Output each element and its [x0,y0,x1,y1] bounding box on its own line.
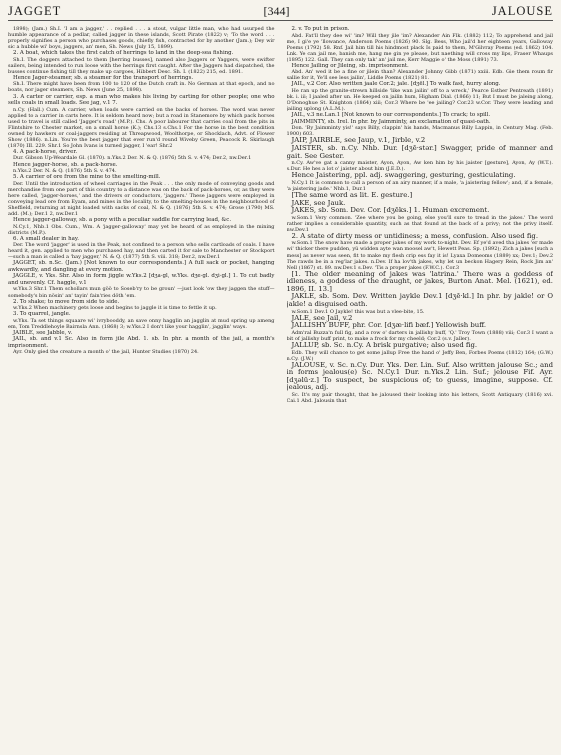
right-running-headword: JALOUSE [491,4,553,18]
page-number: [344] [263,4,290,18]
entry-paragraph: Hence Jager-steamer, sb. a steamer for the transport of herrings. [13,74,194,81]
entry-paragraph: JALOUSE, v. Sc. n.Cy. Dur. Yks. Der. Lin. Suf. Also written jalouse Sc.; and in forms jealous(e) Sc. N.Cy.1 Dur. n.Yks.2 Lin. Suf.; jelouse Fif. Ayr. [dʒəlū·z.] To suspect, be suspicious of; to guess, imagine, suppose. Cf. jealous, adj. [286,360,553,392]
entry-paragraph: JAGGLE, v. Yks. Shr. Also in form jiggle w.Yks.2 [dʒa·gl, w.Yks. dʒe·gl. dʒi·gl.] 1. To cut badly and unevenly. Cf. haggle, v.1 [8,273,275,286]
entry-paragraph: JAIP, JAIRBLE, see Jaup, v.1, Jirble, v.2 [291,136,426,145]
entry-paragraph: 3. To quarrel, jangle. [13,311,71,318]
citation-paragraph: Der. The word 'jagger' is used in the Peak, not confined to a person who sells cartloads of coals. I have heard it, gen. applied to men who purchased hay, and then carted it for sale to Manchester or Stockport—such a man is called a 'hay jagger,' N. & Q. (1877) 5th S. viii. 318; Der.2, nw.Der.1 [8,242,275,261]
entry-paragraph: JAKE, see Jauk. [291,198,346,207]
citation-paragraph: w.Yks. Ta set things squaare wi' ivrybooddy, an save onny hagglin an jagglin at mud spring up ameng em, Tom Treddlehoyle Bairnsla Ann. (1868) 3; w.Yks.2 I don't like your hagglin', jagglin' ways. [8,317,275,330]
entry-paragraph: Hence jagger-horse, sb. a pack-horse. [13,161,118,168]
citation-paragraph: Sh.I. There might have been from 100 to 120 of the Dutch craft in. No German at that epoch, and no boats, nor jager steamers, Sh. News (June 25, 1898). [8,81,275,94]
citation-paragraph: Adm'ral Buzza'n full fig, and a row o' darters in jallishy buff, 'Q.' Troy Town (1888) viii; Cor.3 I want a bit of jallishy buff print, to make a frock for my cheeld; Cor.2 (s.v. Jaller). [286,329,553,342]
citation-paragraph: n.Cy. Aw've gat a canny maister, Ayon, Ayon, Aw ken him by his jaister [gesture], Ayon, Ay (W.T.). s.Dur. He hes a lot o' jaister about him (J.E.D.). [286,160,553,173]
entry-paragraph: [The same word as lit. E. gesture.] [291,190,413,199]
entry-paragraph: 2. A boat, which takes the first catch of herrings to land in the deep-sea fishing. [13,50,234,57]
entry-paragraph: 3. A carter or carrier, esp. a man who makes his living by carting for other people; one who sells coals in small loads. See jag, v.1 7. [8,93,275,107]
citation-paragraph: 1898); (Jam.) Sh.I. 'I am a jagger,' . . replied . . . a stout, vulgar little man, who had usurped the humble appearance of a pedlar, called jagger in these islands, Scott Pirate (1822) v; 'To the word . . . properly signifies a person who purchases goods, chiefly fish, contracted for by another (Jam.); Dey wir sic a hubble wi' boys, jaggers, an' men, Sh. News (July 15, 1899). [8,26,275,51]
entry-paragraph: JAIL, sb. and v.1 Sc. Also in form jile Abd. 1. sb. In phr. a month of the jail, a month's imprisonment. [8,336,275,349]
entry-paragraph: 4. A pack-horse, driver. [13,148,78,155]
entry-paragraph: Hence Jaistering, ppl. adj. swaggering, gesturing, gesticulating. [291,171,516,180]
citation-paragraph: w.Yks.2 When machinery gets loose and begins to jaggle it is time to fettle it up. [13,305,217,312]
citation-paragraph: n.Yks.2 Der. N. & Q. (1876) 5th S. v. 474. [13,168,117,175]
entry-paragraph: JALLUP, sb. Sc. n.Cy. A brisk purgative; also used fig. [291,340,478,349]
citation-paragraph: N.Cy.1, Nhb.1 Obs. Cum., Wm. A 'jagger-galloway' may yet be heard of as employed in the mining districts (M.P.). [8,223,275,236]
entry-paragraph: JAIL, v.3 ne.Lan.1 [Not known to our correspondents.] To crack; to spill. [291,112,491,119]
left-column [8,26,275,751]
entry-paragraph: JALE, see Jail, v.2 [291,313,353,322]
entry-paragraph: Hence Jailing or Jileing, sb. imprisonment. [291,62,409,69]
entry-paragraph: JAIMMINTY, sb. Irel. In phr. by Jaimminty, an exclamation of quasi-oath. [291,118,491,125]
entry-paragraph: JAKLE, sb. Som. Dev. Written jaykle Dev.1 [dʒē·kl.] In phr. by jakle! or O jakle! a disguised oath. [286,292,553,309]
citation-paragraph: Sc. It's my pair thought, that he jaloused their looking into his letters, Scott Antiquary (1816) xvi. Cai.1 Abd. Jalousin that [286,392,553,405]
citation-paragraph: w.Yks.3 Shr.1 Them schollars mun göö to Soseb'ry to be groun' —just look 'ow they jaggen the stuff—somebody's bin nösin' an' tayin' fain'ries döth 'em. [8,286,275,299]
page-header [8,4,553,21]
citation-paragraph: Edb. They will chance to get some jallup Free the hand o' Jeffy Ben, Forbes Poems (1812) 164; (G.W.) n.Cy. (J.W.) [286,349,553,362]
entry-paragraph: JAGGET, sb. n.Sc. (Jam.) [Not known to our correspondents.] A full sack or pocket, hanging awkwardly, and dangling at every motion. [8,260,275,273]
citation-paragraph: w.Som.1 Dev.1 O Jaykle! this was but a vlee-bite, 15. [291,308,425,315]
citation-paragraph: w.Som.1 Very common. 'Zee where you be going, else you'll sure to tread in the jakes.' The word rather implies a considerable quantity, such as that found at the back of a privy; not the privy itself. nw.Dev.1 [286,214,553,233]
citation-paragraph: He ran up the granite-strewn hillside 'like wan jailin' off to a wreck,' Pearce Esther Pentreath (1891) bk. i. iii; I jaaled after un. He keeped on jailin hum, Higham Dial. (1866) 11; But I must be jaleing along, O'Donoghue St. Knighton (1864) xiii; Cor.3 Where be 'ee jailing? Cor.23 w.Cor. They were leading and jailing uplong (A.L.M.). [286,87,553,113]
entry-paragraph: 5. A carrier of ore from the mine to the smelting-mill. [13,174,161,181]
entry-paragraph: JAISTER, sb. n.Cy. Nhb. Dur. [dʒē·stər.] Swagger, pride of manner and gait. See Gester. [286,143,553,160]
entry-paragraph: JALLISHY BUFF, phr. Cor. [dʒæ·lifi bæf.] Yellowish buff. [291,321,487,330]
entry-paragraph: Hence jagger-galloway, sb. a pony with a peculiar saddle for carrying lead, &c. [13,216,232,223]
citation-paragraph: Abd. An' wed it be a fine or jilein than? Alexander Johnny Gibb (1871) xxiii. Edb. Gie them roum fir sallie for it, Ye'll see less jailin', Liddle Poems (1821) 81. [286,69,553,82]
entry-paragraph: 6. A small dealer in hay. [13,235,79,242]
citation-paragraph: w.Som.1 The snow have made a proper jakes of my work to-night. Dev. Ef ye'd aved tha jakes 'er made wi' thicker there pudden, yü widden ayte wan moosel aw't, Hewett Peas. Sp. (1892); Zich a jakes [such a mess] as never was seen, fit to make my flesh crip ess fay it is! Lyaxa Domeoms (1889) xx; Dev.1; Dev.2 The rawds be in a reg'lar jakes. n.Dev. If ha lov'th jakes, why let un beckon Hagery Rein, Rock Jim an' Nell (1867) st. 89. nw.Dev.1 s.Dev. 'Tis a proper jakes (F.W.C.). Cor.3 [286,240,553,271]
entry-paragraph: 2. To shake; to move from side to side. [13,298,120,305]
entry-paragraph: 2. A state of dirty mess or untidiness; a mess, confusion. Also used fig. [291,231,539,240]
entry-paragraph: JAKES, sb. Som. Dev. Cor. [dʒēks.] 1. Human excrement. [291,206,490,215]
citation-paragraph: Abd. Fat'll they dee wi' 'im? Will they jile 'im? Alexander Ain Flk. (1882) 112; To apprehend and jail me, I gi'e ye 'llowance, Anderson Poems (1826) 90. Slg. Bess, Who jail'd her eighteen years, Galloway Poems (1792) 58. Rnf. Jail him till his hindmost plack Is paid to them, M'Gilvray Poems (ed. 1862) 104. Lnk. Ye can jail me, banish me, hang me gin ye please, but naething will cross my lips, Fraser Whaups (1895) 122. Gall. They can only tak' an' jail me, Kerr Maggie o' the Moss (1891) 73. [286,32,553,63]
entry-paragraph: [1. The older meaning of jakes was 'latrina.' There was a goddess of idleness, a goddess of the draught, or jakes, Burton Anat. Mel. (1621), ed. 1896, II. 13.] [286,269,553,293]
citation-paragraph: N.Cy.1 It is common to call a person of an airy manner, if a male, 'a jaistering fellow'; and, if a female, 'a jaistering jade.' Nhb.1, Dur.1 [286,179,553,192]
citation-paragraph: Ayr. Only gied the creature a month o' the jail, Hunter Studies (1870) 24. [13,349,199,356]
entry-paragraph: JAIBLE, see Jabble, v. [13,329,73,336]
citation-paragraph: Der. Until the introduction of wheel carriages in the Peak . . . the only mode of conveying goods and merchandise from one part of this country to a distance was on the back of pack-horses, or, as they were here called, 'jagger-horses,' and the drivers or conductors, 'jaggers.' These jaggers were employed in conveying lead ore from Eyam, and mines in the locality, to the smelting-houses in the neighbourhood of Sheffield, returning at night loaded with sacks of coal, N. & Q. (1876) 5th S. v. 474; Grose (1790) MS. add. (M.); Der.1 2, nw.Der.1 [8,180,275,217]
entry-paragraph: JAIL, v.2 Cor. Also written jaale Cor.2; jale. [dʒēl.] To walk fast, hurry along. [291,81,501,88]
dictionary-columns [8,26,553,751]
citation-paragraph: n.Cy. (Hall.) Cum. A carrier, when loads were carried on the backs of horses. The word was never applied to a carrier in carts here. It is seldom heard now; but a road in Stanemore by which pack horses used to travel is still called 'Jagger's road' (M.P.). Chs. A poor labourer that carries coal from the pits in Flintshire to Chester market, on a small horse (K.); Chs.13 s.Chs.1 For the horse in the best condition owned by hawkers or coal-jaggers residing at Threapwood, Woolthorpe, or Shocklach, Advt. of Flower Show (1886). n.Lin. You're the best jagger that ever run'd round Wiveby Green, Peacock R. Skirlaugh (1870) III. 229. Shr.1 So John Ivans is turned jagger, I 'ear! Shr.2 [8,106,275,149]
left-running-headword: JAGGET [8,4,62,18]
right-column [287,26,554,751]
entry-paragraph: 2. v. To put in prison. [291,26,350,32]
citation-paragraph: Don. 'By Jaimminty yis!' says Billy, clappin' his hands, Macmanus Billy Lappin, in Century Mag. (Feb. 1900) 603. [286,125,553,138]
citation-paragraph: Sh.I. The doggers attached to them [herring busses], named also Jaggers or Yaggers, were swifter sailers, being intended to run loose with the herrings first caught. After the Jaggers had dispatched, the busses continue fishing till they make up cargoes, Hibbert Desc. Sh. I. (1822) 215, ed. 1891. [8,56,275,75]
citation-paragraph: Dur. Gibson Up-Weardale Gl. (1870). n.Yks.2 Der. N. & Q. (1876) 5th S. v. 474; Der.2, nw.Der.1 [13,155,252,162]
